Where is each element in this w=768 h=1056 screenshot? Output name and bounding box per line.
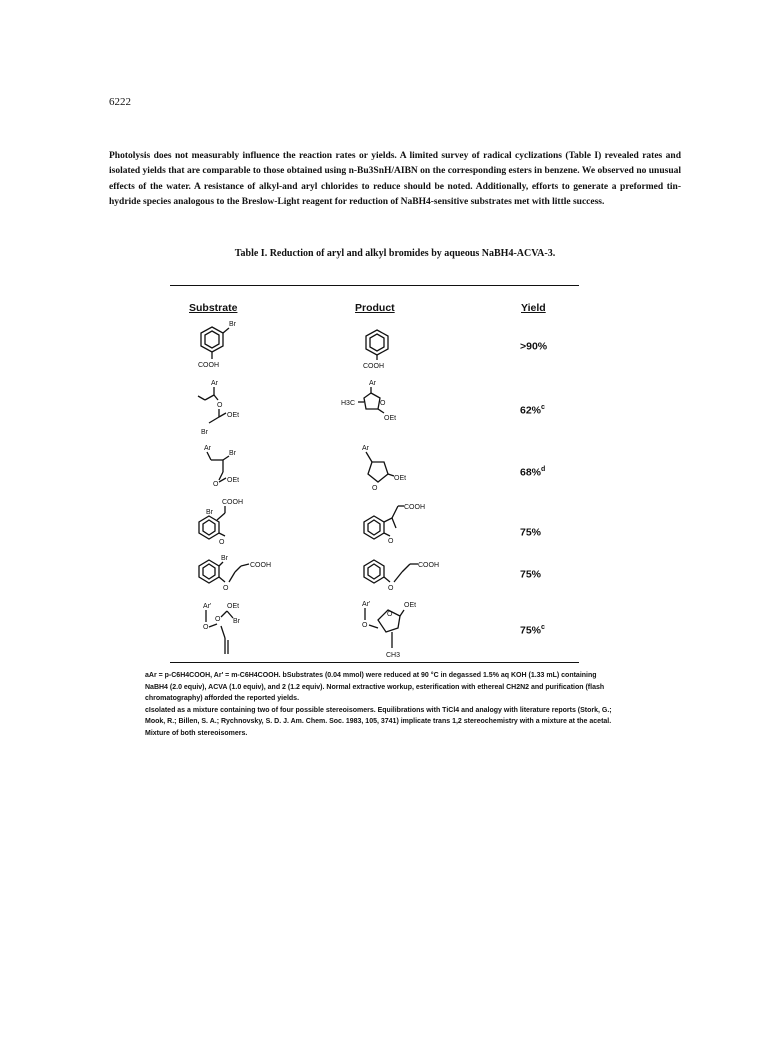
- label-oet: OEt: [394, 475, 407, 482]
- label-br: Br: [229, 450, 236, 457]
- substrate-structure: [195, 318, 265, 370]
- substrate-structure: [195, 550, 295, 592]
- label-ch3: CH3: [386, 652, 401, 659]
- label-o: O: [219, 539, 225, 546]
- label-o: O: [388, 585, 394, 592]
- column-header-yield: Yield: [521, 302, 546, 314]
- label-o: O: [380, 400, 386, 407]
- table-row: [170, 442, 579, 494]
- product-structure: [360, 442, 440, 494]
- footnote-a: aAr = p-C6H4COOH, Ar' = m-C6H4COOH. bSubstrates (0.04 mmol) were reduced at 90 °C in degassed 1.5% aq KOH (1.33 mL) containing NaBH4 (2.0 equiv), ACVA (1.0 equiv), and 2 (1.2 equiv). Normal extractive workup, esterification with ethereal CH2N2 and purification (flash chromatography) afforded the reported yields.: [145, 672, 605, 703]
- label-cooh: COOH: [404, 504, 425, 511]
- table-row: [170, 378, 579, 440]
- label-o: O: [223, 585, 229, 592]
- label-ar: Ar: [369, 380, 376, 387]
- table-row: [170, 496, 579, 550]
- label-br: Br: [229, 321, 236, 328]
- body-paragraph: Photolysis does not measurably influence the reaction rates or yields. A limited survey of radical cyclizations (Table I) revealed rates and isolated yields that are comparable to those obtained using n-Bu3SnH/AIBN on the corresponding esters in benzene. We observed no unusual effects of the water. A resistance of alkyl-and aryl chlorides to reduce should be noted. Additionally, efforts to generate a preformed tin-hydride species analogous to the Breslow-Light reagent for reduction of NaBH4-sensitive substrates met with little success.: [109, 151, 681, 208]
- footnote-c: cIsolated as a mixture containing two of four possible stereoisomers. Equilibrations with TiCl4 and analogy with literature reports (Stork, G.; Mook, R.; Billen, S. A.; Rychnovsky, S. D. J. Am. Chem. Soc. 1983, 105, 3741) implicate trans 1,2 stereochemistry with a mixture at the acetal. Mixture of both stereoisomers.: [145, 706, 612, 737]
- label-o: O: [217, 402, 223, 409]
- column-header-product: Product: [355, 302, 395, 314]
- substrate-structure: [195, 378, 275, 440]
- label-o: O: [215, 616, 221, 623]
- label-o: O: [387, 611, 393, 618]
- product-structure: [360, 318, 420, 370]
- label-oet: OEt: [227, 477, 240, 484]
- label-o: O: [203, 624, 209, 631]
- label-cooh: COOH: [222, 499, 243, 506]
- label-oet: OEt: [384, 415, 397, 422]
- label-o: O: [362, 622, 368, 629]
- label-br: Br: [233, 618, 240, 625]
- substrate-structure: [195, 496, 275, 550]
- label-o: O: [372, 485, 378, 492]
- label-ar: Ar: [204, 445, 211, 452]
- label-br: Br: [206, 509, 213, 516]
- page-number: 6222: [109, 96, 131, 108]
- label-br: Br: [201, 429, 208, 436]
- label-oet: OEt: [404, 602, 417, 609]
- label-cooh: COOH: [418, 562, 439, 569]
- label-br: Br: [221, 555, 228, 562]
- table-row: [170, 550, 579, 592]
- yield-value: 62%$^c$: [520, 404, 545, 417]
- label-o: O: [213, 481, 219, 488]
- substrate-structure: [195, 596, 285, 660]
- label-oet: OEt: [227, 603, 240, 610]
- yield-value: 75%: [520, 568, 542, 581]
- label-ar: Ar: [211, 380, 218, 387]
- product-structure: [360, 550, 470, 592]
- label-oet: OEt: [227, 412, 240, 419]
- table-footnotes: [145, 670, 621, 740]
- label-h3c: H3C: [341, 400, 356, 407]
- substrate-structure: [195, 442, 275, 494]
- label-cooh: COOH: [250, 562, 271, 569]
- yield-value: >90%: [520, 340, 548, 353]
- product-structure: [360, 596, 450, 660]
- label-ar: Ar: [362, 445, 369, 452]
- label-ar-prime: Ar': [203, 603, 212, 610]
- label-o: O: [388, 538, 394, 545]
- yield-value: 75%$^c$: [520, 624, 545, 637]
- table-title: Table I. Reduction of aryl and alkyl bromides by aqueous NaBH4-ACVA-3.: [234, 248, 556, 259]
- table-row: [170, 596, 579, 660]
- product-structure: [360, 496, 440, 550]
- product-structure: [340, 378, 430, 440]
- label-ar-prime: Ar': [362, 601, 371, 608]
- column-header-substrate: Substrate: [189, 302, 238, 314]
- table-bottom-rule: [170, 662, 579, 663]
- yield-value: 68%$^d$: [520, 466, 546, 479]
- label-cooh: COOH: [363, 363, 384, 370]
- table-row: [170, 318, 579, 370]
- yield-value: 75%: [520, 526, 542, 539]
- table-top-rule: [170, 285, 579, 286]
- label-cooh: COOH: [198, 362, 219, 369]
